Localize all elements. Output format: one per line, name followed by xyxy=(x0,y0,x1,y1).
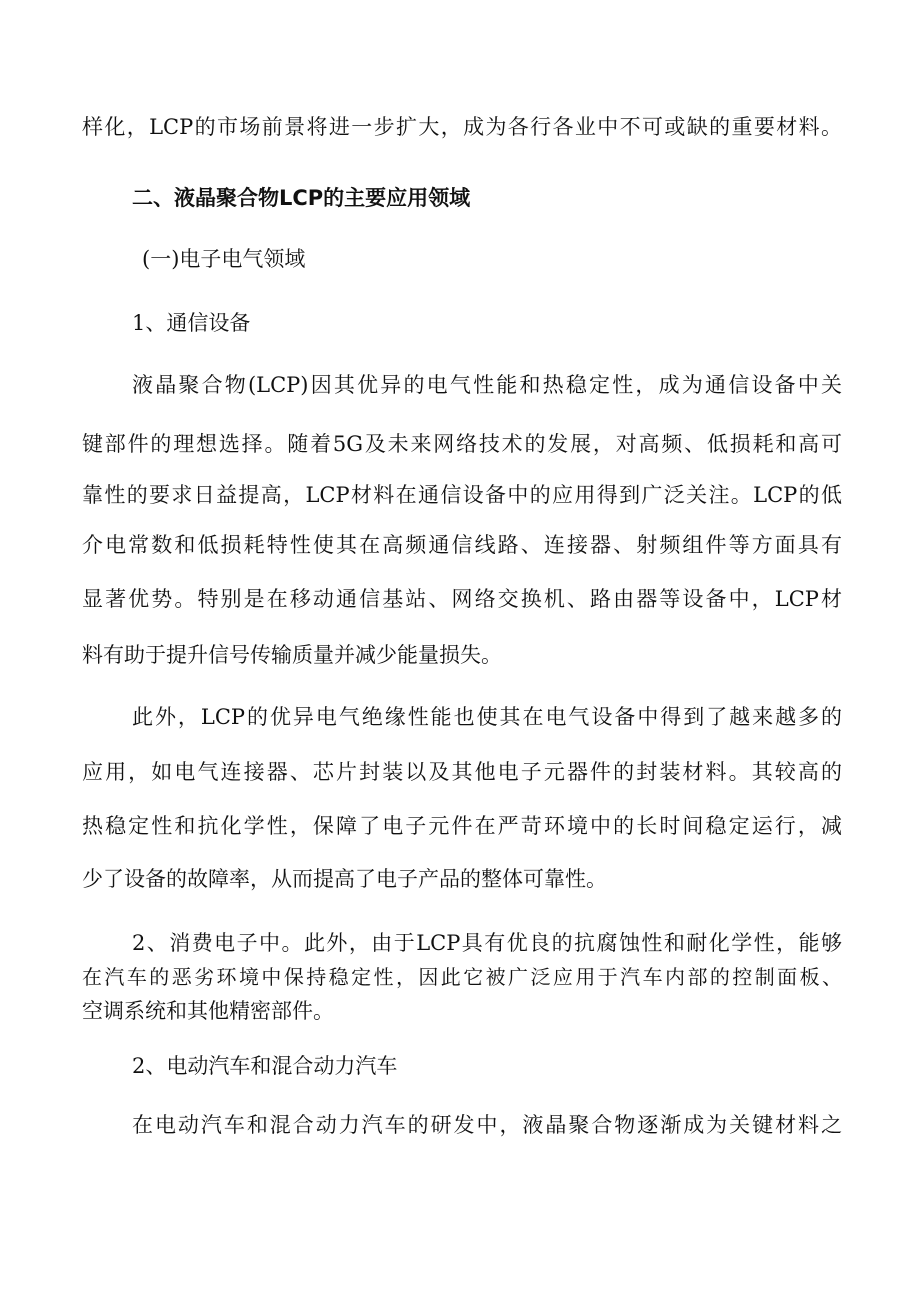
paragraph-line: 介电常数和低损耗特性使其在高频通信线路、连接器、射频组件等方面具有 xyxy=(82,533,842,557)
item-heading: 2、电动汽车和混合动力汽车 xyxy=(132,1054,398,1078)
paragraph-line: 2、消费电子中。此外，由于LCP具有优良的抗腐蚀性和耐化学性，能够 xyxy=(132,931,842,955)
paragraph-line: 少了设备的故障率，从而提高了电子产品的整体可靠性。 xyxy=(82,867,607,891)
paragraph-line: 靠性的要求日益提高，LCP材料在通信设备中的应用得到广泛关注。LCP的低 xyxy=(82,483,842,507)
section-heading: 二、液晶聚合物LCP的主要应用领域 xyxy=(132,186,471,210)
item-heading: 1、通信设备 xyxy=(132,311,251,335)
paragraph-line: 热稳定性和抗化学性，保障了电子元件在严苛环境中的长时间稳定运行，减 xyxy=(82,814,842,838)
paragraph-line: 在汽车的恶劣环境中保持稳定性，因此它被广泛应用于汽车内部的控制面板、 xyxy=(82,965,842,989)
paragraph-line: 在电动汽车和混合动力汽车的研发中，液晶聚合物逐渐成为关键材料之 xyxy=(132,1113,842,1137)
subsection-heading: (一)电子电气领域 xyxy=(142,247,306,271)
paragraph-line: 键部件的理想选择。随着5G及未来网络技术的发展，对高频、低损耗和高可 xyxy=(82,432,842,456)
paragraph-line: 料有助于提升信号传输质量并减少能量损失。 xyxy=(82,643,502,667)
paragraph-line: 液晶聚合物(LCP)因其优异的电气性能和热稳定性，成为通信设备中关 xyxy=(132,373,842,397)
paragraph-line: 应用，如电气连接器、芯片封装以及其他电子元器件的封装材料。其较高的 xyxy=(82,760,842,784)
paragraph-line: 显著优势。特别是在移动通信基站、网络交换机、路由器等设备中，LCP材 xyxy=(82,587,842,611)
paragraph-line: 此外，LCP的优异电气绝缘性能也使其在电气设备中得到了越来越多的 xyxy=(132,705,842,729)
paragraph-line: 空调系统和其他精密部件。 xyxy=(82,999,334,1023)
paragraph-line: 样化，LCP的市场前景将进一步扩大，成为各行各业中不可或缺的重要材料。 xyxy=(82,115,842,139)
